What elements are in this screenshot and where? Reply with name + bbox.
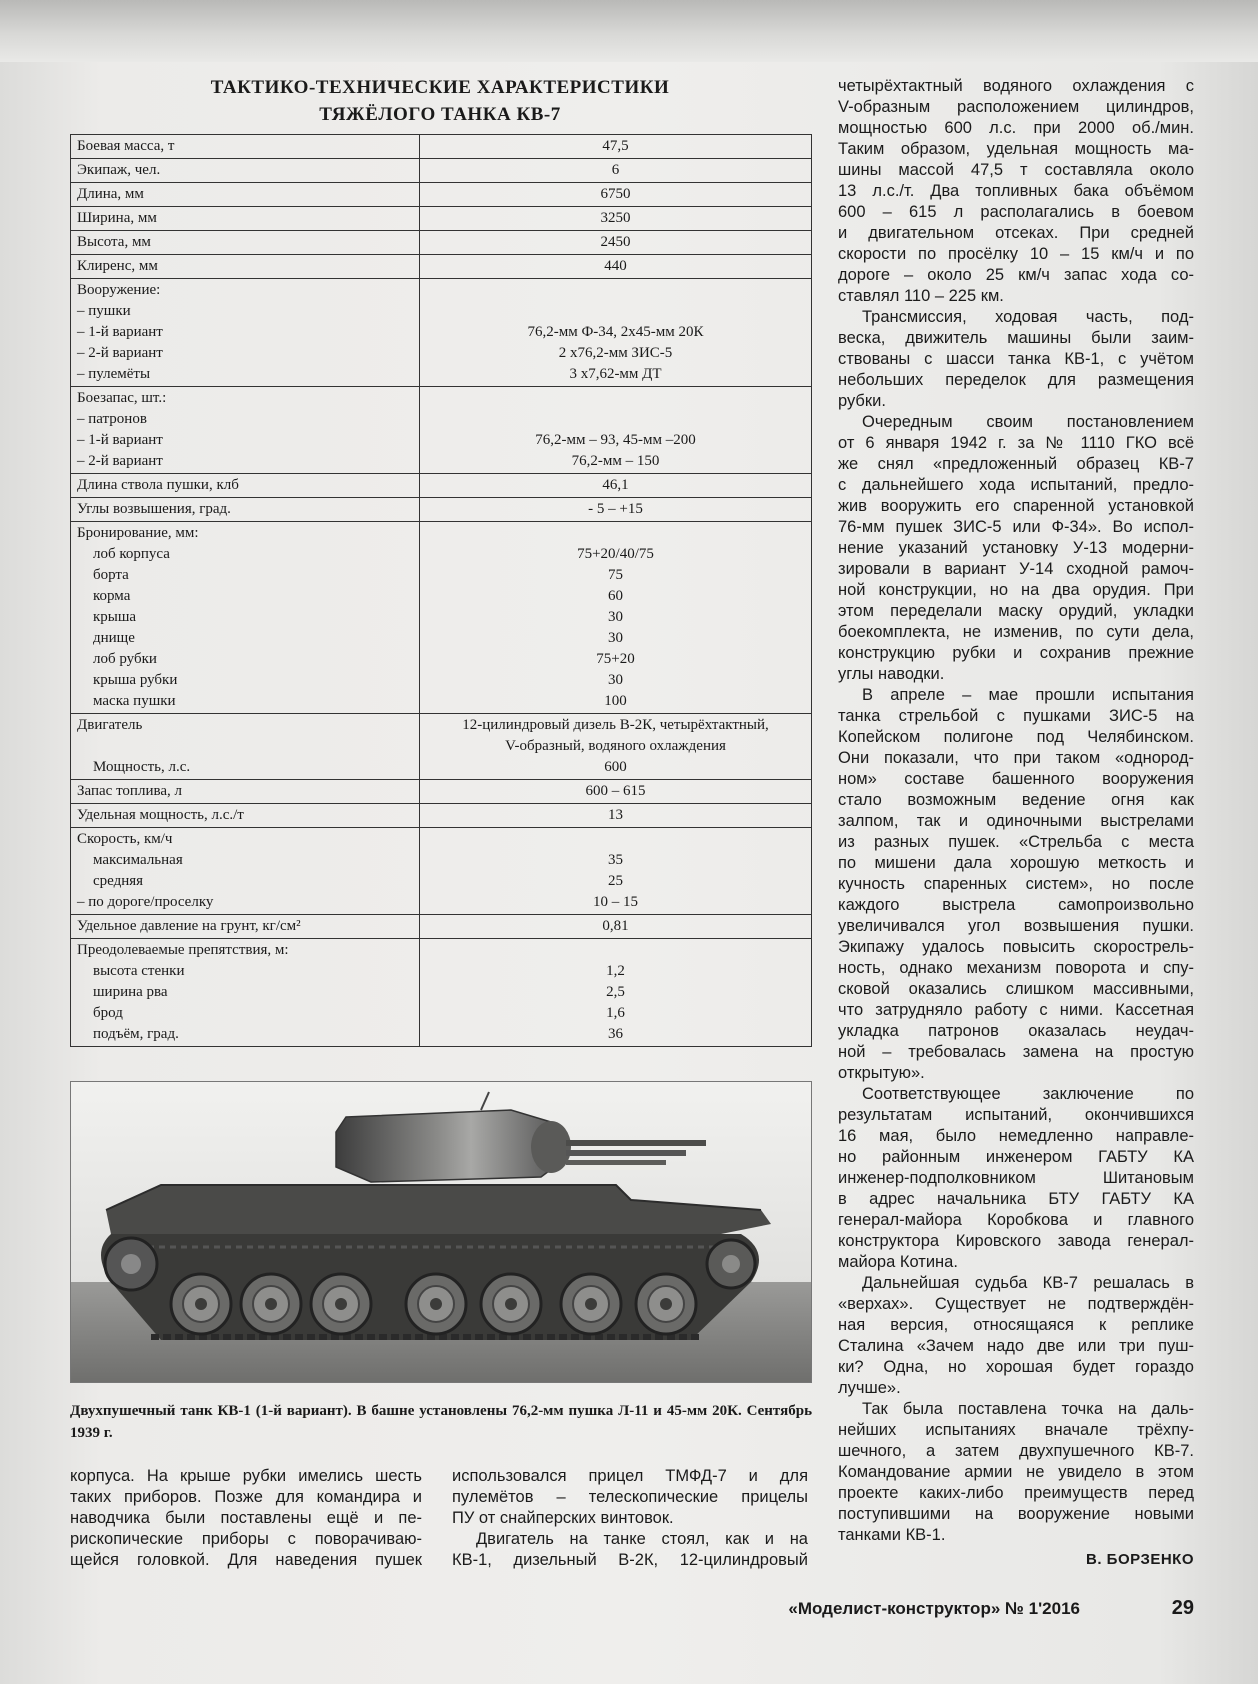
- spec-label: – 2-й вариант: [77, 453, 163, 469]
- spec-label: корма: [93, 588, 131, 604]
- spec-value-cell: [420, 183, 812, 207]
- text-line: Они показали, что при таком «однород-: [838, 749, 1194, 767]
- spec-value-cell: [420, 159, 812, 183]
- spec-row: [71, 915, 812, 939]
- spec-row: [71, 522, 812, 714]
- spec-label-cell: [71, 231, 420, 255]
- spec-value: 75+20: [596, 651, 635, 667]
- spec-value-cell: [420, 387, 812, 474]
- spec-label: [77, 736, 413, 757]
- spec-row: [71, 714, 812, 780]
- road-wheel: [481, 1274, 541, 1334]
- text-line: веска, движитель машины были заим-: [838, 329, 1194, 347]
- spec-label-cell: [71, 804, 420, 828]
- spec-value: [426, 409, 805, 430]
- spec-label: маска пушки: [93, 693, 176, 709]
- spec-row: [71, 183, 812, 207]
- text-line: стало возможным ведение огня как: [838, 791, 1194, 809]
- table-title-line-1: ТАКТИКО-ТЕХНИЧЕСКИЕ ХАРАКТЕРИСТИКИ: [210, 77, 670, 98]
- spec-value: [426, 280, 805, 301]
- spec-label-cell: [71, 135, 420, 159]
- tank-photo: [70, 1081, 812, 1383]
- spec-label-cell: [71, 387, 420, 474]
- spec-label-cell: [71, 780, 420, 804]
- text-line: 76-мм пушек ЗИС-5 или Ф-34». Во испол-: [838, 518, 1194, 536]
- right-column-text: [838, 76, 1194, 1546]
- spec-value: 3250: [600, 210, 631, 226]
- text-line: использовался прицел ТМФД-7 и для: [452, 1467, 808, 1485]
- text-line: корпуса. На крыше рубки имелись шесть: [70, 1467, 422, 1485]
- spec-label: Двигатель: [77, 717, 143, 733]
- spec-value: 2 х76,2-мм ЗИС-5: [558, 345, 673, 361]
- spec-value-cell: [420, 255, 812, 279]
- spec-row: [71, 498, 812, 522]
- text-line: дороге – около 25 км/ч запас хода со-: [838, 266, 1194, 284]
- spec-label: высота стенки: [93, 963, 185, 979]
- text-line: Командование армии не увидело в этом: [838, 1463, 1194, 1481]
- spec-value-cell: [420, 804, 812, 828]
- spec-value: 47,5: [602, 138, 629, 154]
- bottom-column-1: [70, 1466, 422, 1571]
- text-line: ном» составе башенного вооружения: [838, 770, 1194, 788]
- text-line: конструктора Кировского завода генерал-: [838, 1232, 1194, 1250]
- text-line: боекомплекта, не изменив, по сути дела,: [838, 623, 1194, 641]
- article-paragraph: [838, 685, 1194, 1084]
- text-line: же снял «предложенный образец КВ-7: [838, 455, 1194, 473]
- text-line: щейся головкой. Для наведения пушек: [70, 1551, 422, 1569]
- text-line: танка стрельбой с пушками ЗИС-5 на: [838, 707, 1194, 725]
- spec-value: [426, 388, 805, 409]
- text-line: Трансмиссия, ходовая часть, под-: [862, 308, 1194, 326]
- article-paragraph: [838, 1273, 1194, 1399]
- spec-value: 30: [608, 630, 623, 646]
- spec-label: Боезапас, шт.:: [77, 390, 167, 406]
- spec-row: [71, 135, 812, 159]
- text-line: укладка патронов оказалась неудач-: [838, 1022, 1194, 1040]
- spec-row: [71, 255, 812, 279]
- text-line: открытую».: [838, 1064, 925, 1082]
- spec-label: – пулемёты: [77, 366, 151, 382]
- text-line: ставлял 110 – 225 км.: [838, 287, 1004, 305]
- text-line: четырёхтактный водяного охлаждения с: [838, 77, 1194, 95]
- spec-label: ширина рва: [93, 984, 168, 1000]
- text-line: что затрудняло работу с ними. Кассетная: [838, 1001, 1194, 1019]
- text-line: Сталина «Зачем надо две или три пуш-: [838, 1337, 1194, 1355]
- text-line: Очередным своим постановлением: [862, 413, 1194, 431]
- spec-value: 35: [608, 852, 623, 868]
- spec-value: 440: [604, 258, 627, 274]
- spec-row: [71, 780, 812, 804]
- spec-label-cell: [71, 828, 420, 915]
- spec-value: 6: [611, 162, 620, 178]
- spec-label: средняя: [93, 873, 144, 889]
- text-line: Дальнейшая судьба КВ-7 решалась в: [862, 1274, 1194, 1292]
- spec-label-cell: [71, 279, 420, 387]
- spec-value: 600 – 615: [585, 783, 646, 799]
- spec-row: [71, 159, 812, 183]
- text-line: инженер-подполковником Шитановым: [838, 1169, 1194, 1187]
- text-line: кучность спаренных систем», но после: [838, 875, 1194, 893]
- spec-label-cell: [71, 915, 420, 939]
- spec-value-cell: [420, 498, 812, 522]
- spec-label: лоб корпуса: [93, 546, 170, 562]
- spec-value: 46,1: [602, 477, 629, 493]
- spec-value: 75: [608, 567, 623, 583]
- spec-row: [71, 207, 812, 231]
- article-paragraph: [838, 412, 1194, 685]
- text-line: лучше».: [838, 1379, 901, 1397]
- spec-value: 30: [608, 672, 623, 688]
- text-line: майора Котина.: [838, 1253, 958, 1271]
- text-line: наводчика были поставлены ещё и пе-: [70, 1509, 422, 1527]
- road-wheel: [636, 1274, 696, 1334]
- spec-label: Углы возвышения, град.: [77, 501, 231, 517]
- article-paragraph: [838, 1399, 1194, 1546]
- spec-value-cell: [420, 231, 812, 255]
- road-wheel: [311, 1274, 371, 1334]
- table-title-line-2: ТЯЖЁЛОГО ТАНКА КВ-7: [319, 104, 561, 125]
- text-line: таких приборов. Позже для командира и: [70, 1488, 422, 1506]
- spec-label: Бронирование, мм:: [77, 525, 199, 541]
- spec-value: 76,2-мм – 93, 45-мм –200: [535, 432, 696, 448]
- text-line: от 6 января 1942 г. за № 1110 ГКО всё: [838, 434, 1194, 452]
- tank-illustration: [71, 1082, 811, 1382]
- spec-value-cell: [420, 828, 812, 915]
- spec-label: Экипаж, чел.: [77, 162, 161, 178]
- text-line: но районным инженером ГАБТУ КА: [838, 1148, 1194, 1166]
- spec-row: [71, 387, 812, 474]
- spec-value: [426, 940, 805, 961]
- spec-value: 10 – 15: [593, 894, 638, 910]
- spec-value: 2450: [600, 234, 631, 250]
- spec-value: 2,5: [606, 984, 625, 1000]
- text-line: жив вооружить его спаренной установкой: [838, 497, 1194, 515]
- spec-label: брод: [93, 1005, 123, 1021]
- text-line: 13 л.с./т. Два топливных бака объёмом: [838, 182, 1194, 200]
- text-line: проекте каких-либо преимуществ перед: [838, 1484, 1194, 1502]
- spec-value-cell: [420, 714, 812, 780]
- spec-label: Боевая масса, т: [77, 138, 175, 154]
- text-line: Двигатель на танке стоял, как и на: [476, 1530, 808, 1548]
- spec-value-cell: [420, 939, 812, 1047]
- text-line: V-образным расположением цилиндров,: [838, 98, 1194, 116]
- spec-value-cell: [420, 780, 812, 804]
- text-line: 600 – 615 л располагались в боевом: [838, 203, 1194, 221]
- spec-value: 60: [608, 588, 623, 604]
- spec-value: 1,2: [606, 963, 625, 979]
- article-paragraph: [838, 76, 1194, 307]
- spec-value: 100: [604, 693, 627, 709]
- text-line: шины массой 47,5 т составляла около: [838, 161, 1194, 179]
- text-line: генерал-майора Коробкова и главного: [838, 1211, 1194, 1229]
- text-line: танками КВ-1.: [838, 1526, 946, 1544]
- text-line: Экипажу удалось повысить скорострель-: [838, 938, 1194, 956]
- text-line: небольших переделок для размещения: [838, 371, 1194, 389]
- spec-label: максимальная: [93, 852, 183, 868]
- road-wheel: [406, 1274, 466, 1334]
- text-line: с дальнейшего хода испытаний, предло-: [838, 476, 1194, 494]
- spec-value-cell: [420, 474, 812, 498]
- text-line: мощностью 600 л.с. при 2000 об./мин.: [838, 119, 1194, 137]
- text-line: этом переделали маску орудий, укладки: [838, 602, 1194, 620]
- spec-label-cell: [71, 183, 420, 207]
- spec-label-cell: [71, 159, 420, 183]
- spec-label: – пушки: [77, 303, 131, 319]
- spec-value: 12-цилиндровый дизель В-2К, четырёхтактный,: [462, 717, 769, 733]
- spec-label: Удельное давление на грунт, кг/см²: [77, 918, 301, 934]
- table-title: [70, 74, 810, 128]
- spec-label: Преодолеваемые препятствия, м:: [77, 942, 289, 958]
- spec-value: V-образный, водяного охлаждения: [505, 738, 726, 754]
- text-line: «верхах». Существует не подтверждён-: [838, 1295, 1194, 1313]
- spec-row: [71, 804, 812, 828]
- text-line: нение указаний установку У-13 модерни-: [838, 539, 1194, 557]
- spec-row: [71, 939, 812, 1047]
- photo-caption-text: Двухпушечный танк КВ-1 (1-й вариант). В башне установлены 76,2-мм пушка Л-11 и 45-мм 20К. Сентябрь 1939 г.: [70, 1403, 812, 1441]
- text-line: шечного, а затем двухпушечного КВ-7.: [838, 1442, 1194, 1460]
- spec-value: 13: [608, 807, 623, 823]
- specifications-table: [70, 134, 812, 1047]
- spec-label: крыша рубки: [93, 672, 178, 688]
- text-line: поступившими на вооружение новыми: [838, 1505, 1194, 1523]
- photo-caption: [70, 1400, 812, 1444]
- spec-value: 25: [608, 873, 623, 889]
- spec-label: Ширина, мм: [77, 210, 157, 226]
- text-line: рубки.: [838, 392, 886, 410]
- spec-label: Длина, мм: [77, 186, 144, 202]
- spec-value: [426, 829, 805, 850]
- spec-value-cell: [420, 207, 812, 231]
- text-line: сковой оказались слишком массивными,: [838, 980, 1194, 998]
- spec-label: Длина ствола пушки, клб: [77, 477, 239, 493]
- spec-label: – 1-й вариант: [77, 432, 163, 448]
- spec-label: днище: [93, 630, 135, 646]
- spec-value-cell: [420, 135, 812, 159]
- spec-label: борта: [93, 567, 129, 583]
- spec-value: 6750: [600, 186, 631, 202]
- spec-label: Высота, мм: [77, 234, 151, 250]
- spec-value: 76,2-мм Ф-34, 2х45-мм 20К: [527, 324, 704, 340]
- text-line: по мишени дала хорошую меткость и: [838, 854, 1194, 872]
- text-line: ность, однако механизм поворота и спу-: [838, 959, 1194, 977]
- spec-label: крыша: [93, 609, 137, 625]
- spec-row: [71, 279, 812, 387]
- spec-label-cell: [71, 474, 420, 498]
- spec-value: [426, 301, 805, 322]
- spec-row: [71, 828, 812, 915]
- spec-label: Удельная мощность, л.с./т: [77, 807, 244, 823]
- spec-value: 0,81: [602, 918, 629, 934]
- spec-label: Запас топлива, л: [77, 783, 182, 799]
- scan-top-shadow: [0, 0, 1258, 62]
- text-line: В апреле – мае прошли испытания: [862, 686, 1194, 704]
- text-line: ная версия, относящаяся к реплике: [838, 1316, 1194, 1334]
- text-line: Копейском полигоне под Челябинском.: [838, 728, 1194, 746]
- text-line: каждого выстрела самопроизвольно: [838, 896, 1194, 914]
- spec-label: – патронов: [77, 411, 147, 427]
- spec-value: 76,2-мм – 150: [571, 453, 660, 469]
- spec-label-cell: [71, 714, 420, 780]
- text-line: результатам испытаний, окончившихся: [838, 1106, 1194, 1124]
- text-line: нейших испытаниях вначале трёхпу-: [838, 1421, 1194, 1439]
- spec-label-cell: [71, 255, 420, 279]
- spec-label: Клиренс, мм: [77, 258, 158, 274]
- text-line: залпом, так и одиночными выстрелами: [838, 812, 1194, 830]
- text-line: Соответствующее заключение по: [862, 1085, 1194, 1103]
- text-line: 16 мая, было немедленно направле-: [838, 1127, 1194, 1145]
- text-line: углы наводки.: [838, 665, 945, 683]
- spec-value: - 5 – +15: [588, 501, 643, 517]
- spec-value-cell: [420, 915, 812, 939]
- text-line: конструкцию рубки и сохранив прежние: [838, 644, 1194, 662]
- spec-value: [426, 523, 805, 544]
- page-number: 29: [1171, 1597, 1194, 1619]
- spec-label-cell: [71, 498, 420, 522]
- spec-label-cell: [71, 522, 420, 714]
- text-line: ной – требовалась замена на простую: [838, 1043, 1194, 1061]
- text-line: Так была поставлена точка на даль-: [862, 1400, 1194, 1418]
- spec-label: – 1-й вариант: [77, 324, 163, 340]
- text-line: зировали в вариант У-14 сходной рамоч-: [838, 560, 1194, 578]
- article-paragraph: [838, 307, 1194, 412]
- text-line: ной конструкции, но на два орудия. При: [838, 581, 1194, 599]
- text-line: рископические приборы с поворачиваю-: [70, 1530, 422, 1548]
- spec-label: подъём, град.: [93, 1026, 179, 1042]
- text-line: и двигательном отсеках. При средней: [838, 224, 1194, 242]
- spec-label: – 2-й вариант: [77, 345, 163, 361]
- spec-label-cell: [71, 939, 420, 1047]
- spec-value: 600: [604, 759, 627, 775]
- text-line: ствованы с шасси танка КВ-1, с учётом: [838, 350, 1194, 368]
- footer-magazine-title: «Моделист-конструктор» № 1'2016: [788, 1599, 1080, 1618]
- article-paragraph: [838, 1084, 1194, 1273]
- spec-label: Мощность, л.с.: [93, 759, 191, 775]
- bottom-column-2: [452, 1466, 808, 1571]
- spec-value-cell: [420, 279, 812, 387]
- text-line: ПУ от снайперских винтовок.: [452, 1509, 674, 1527]
- text-line: Таким образом, удельная мощность ма-: [838, 140, 1194, 158]
- text-line: увеличивался угол возвышения пушки.: [838, 917, 1194, 935]
- spec-value: 75+20/40/75: [577, 546, 654, 562]
- spec-label-cell: [71, 207, 420, 231]
- road-wheel: [561, 1274, 621, 1334]
- spec-row: [71, 474, 812, 498]
- spec-value: 30: [608, 609, 623, 625]
- spec-label: – по дороге/проселку: [77, 894, 214, 910]
- text-line: в адрес начальника БТУ ГАБТУ КА: [838, 1190, 1194, 1208]
- road-wheel: [241, 1274, 301, 1334]
- text-line: КВ-1, дизельный В-2К, 12-цилиндровый: [452, 1551, 808, 1569]
- spec-value-cell: [420, 522, 812, 714]
- spec-label: лоб рубки: [93, 651, 157, 667]
- spec-row: [71, 231, 812, 255]
- author-signature: В. БОРЗЕНКО: [1086, 1551, 1194, 1568]
- text-line: скорости по просёлку 10 – 15 км/ч и по: [838, 245, 1194, 263]
- spec-value: 1,6: [606, 1005, 625, 1021]
- text-line: из разных пушек. «Стрельба с места: [838, 833, 1194, 851]
- spec-label: Скорость, км/ч: [77, 831, 173, 847]
- text-line: пулемётов – телескопические прицелы: [452, 1488, 808, 1506]
- spec-value: 36: [608, 1026, 623, 1042]
- spec-value: 3 х7,62-мм ДТ: [569, 366, 662, 382]
- road-wheel: [171, 1274, 231, 1334]
- spec-label: Вооружение:: [77, 282, 161, 298]
- text-line: ки? Одна, но хорошая будет гораздо: [838, 1358, 1194, 1376]
